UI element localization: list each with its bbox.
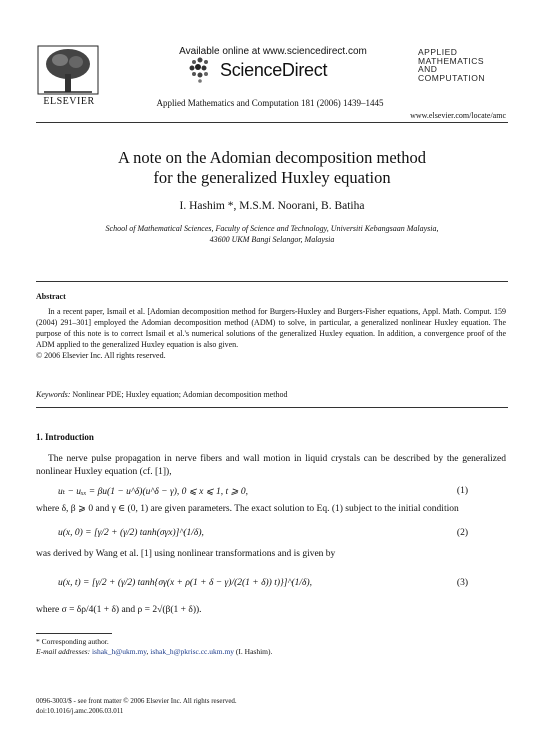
paper-title bbox=[36, 148, 508, 188]
equation-1-body: uₜ − uₓₓ = βu(1 − u^δ)(u^δ − γ), 0 ⩽ x ⩽ 1, t ⩾ 0, bbox=[58, 487, 248, 497]
footnote-corresponding: * Corresponding author. bbox=[36, 637, 109, 646]
journal-logo-line: COMPUTATION bbox=[418, 72, 486, 83]
keywords bbox=[36, 390, 506, 399]
journal-url[interactable]: www.elsevier.com/locate/amc bbox=[410, 111, 506, 120]
publisher-wordmark: ELSEVIER bbox=[43, 96, 95, 107]
equation-1 bbox=[58, 486, 506, 497]
journal-logo-line: MATHEMATICS bbox=[418, 55, 485, 66]
email-tail: (I. Hashim). bbox=[235, 647, 273, 656]
intro-paragraph-2: where δ, β ⩾ 0 and γ ∈ (0, 1) are given parameters. The exact solution to Eq. (1) subject to the initial condition bbox=[36, 504, 459, 514]
abstract-text: In a recent paper, Ismail et al. [Adomian decomposition method for Burgers-Huxley and Burgers-Fisher equations, Appl. Math. Comput. 159 (2004) 291–301] employed the Adomian decomposition method (ADM) to solve, in particular, a generalized nonlinear Huxley equation. The purpose of this note is to correct Ismail et al.'s numerical solutions of the generalized Huxley equation. In addition, a convergence proof of the ADM applied to the generalized Huxley equation is also given. bbox=[36, 307, 506, 349]
title-line: for the generalized Huxley equation bbox=[153, 168, 391, 187]
keywords-text: Nonlinear PDE; Huxley equation; Adomian decomposition method bbox=[72, 390, 288, 399]
equation-2-body: u(x, 0) = [γ/2 + (γ/2) tanh(σγx)]^(1/δ), bbox=[58, 528, 204, 538]
equation-3 bbox=[58, 578, 506, 588]
header-rule bbox=[36, 122, 508, 123]
abstract-copyright: © 2006 Elsevier Inc. All rights reserved. bbox=[36, 351, 166, 360]
abstract-top-rule bbox=[36, 281, 508, 282]
email-link-2[interactable]: ishak_h@pkrisc.cc.ukm.my bbox=[150, 647, 235, 656]
equation-2-number: (2) bbox=[456, 528, 468, 538]
title-line: A note on the Adomian decomposition method bbox=[118, 148, 426, 167]
abstract-heading: Abstract bbox=[36, 292, 66, 301]
affiliation-line: 43600 UKM Bangi Selangor, Malaysia bbox=[209, 235, 335, 244]
front-matter-line: 0096-3003/$ - see front matter © 2006 Elsevier Inc. All rights reserved. bbox=[36, 697, 237, 705]
intro-paragraph-1: The nerve pulse propagation in nerve fibers and wall motion in liquid crystals can be described by the generalized nonlinear Huxley equation (cf. [1]), bbox=[36, 454, 506, 477]
intro-paragraph-3: was derived by Wang et al. [1] using nonlinear transformations and is given by bbox=[36, 549, 336, 559]
affiliation bbox=[70, 223, 474, 245]
abstract-bottom-rule bbox=[36, 407, 508, 408]
journal-logo-line: AND bbox=[418, 64, 438, 74]
journal-reference: Applied Mathematics and Computation 181 (2006) 1439–1445 bbox=[156, 98, 384, 108]
authors: I. Hashim *, M.S.M. Noorani, B. Batiha bbox=[179, 200, 365, 212]
equation-2 bbox=[58, 528, 506, 538]
keywords-label: Keywords: bbox=[36, 390, 71, 399]
elsevier-tree-logo bbox=[36, 44, 100, 100]
front-matter bbox=[36, 697, 506, 716]
equation-1-number: (1) bbox=[456, 486, 468, 496]
footnote-rule bbox=[36, 633, 112, 634]
email-label: E-mail addresses: bbox=[36, 647, 91, 656]
doi-line[interactable]: doi:10.1016/j.amc.2006.03.011 bbox=[36, 706, 124, 715]
affiliation-line: School of Mathematical Sciences, Faculty of Science and Technology, Universiti Kebangsaan Malaysia, bbox=[105, 224, 439, 233]
journal-logo-line: APPLIED bbox=[418, 47, 458, 57]
equation-3-body: u(x, t) = [γ/2 + (γ/2) tanh{σγ(x + ρ(1 + δ − γ)/(2(1 + δ)) t)}]^(1/δ), bbox=[58, 578, 313, 588]
abstract-body bbox=[36, 306, 506, 361]
email-link-1[interactable]: ishak_h@ukm.my bbox=[91, 647, 147, 656]
sciencedirect-wordmark: ScienceDirect bbox=[220, 60, 328, 80]
footnote-emails: E-mail addresses: ishak_h@ukm.my, ishak_h@pkrisc.cc.ukm.my (I. Hashim). bbox=[36, 647, 273, 656]
available-online-text: Available online at www.sciencedirect.com bbox=[179, 46, 367, 57]
intro-paragraph-4: where σ = δρ/4(1 + δ) and ρ = 2√(β(1 + δ)). bbox=[36, 605, 202, 615]
section-heading: 1. Introduction bbox=[36, 432, 94, 442]
journal-logo bbox=[418, 48, 510, 94]
equation-3-number: (3) bbox=[456, 578, 468, 588]
